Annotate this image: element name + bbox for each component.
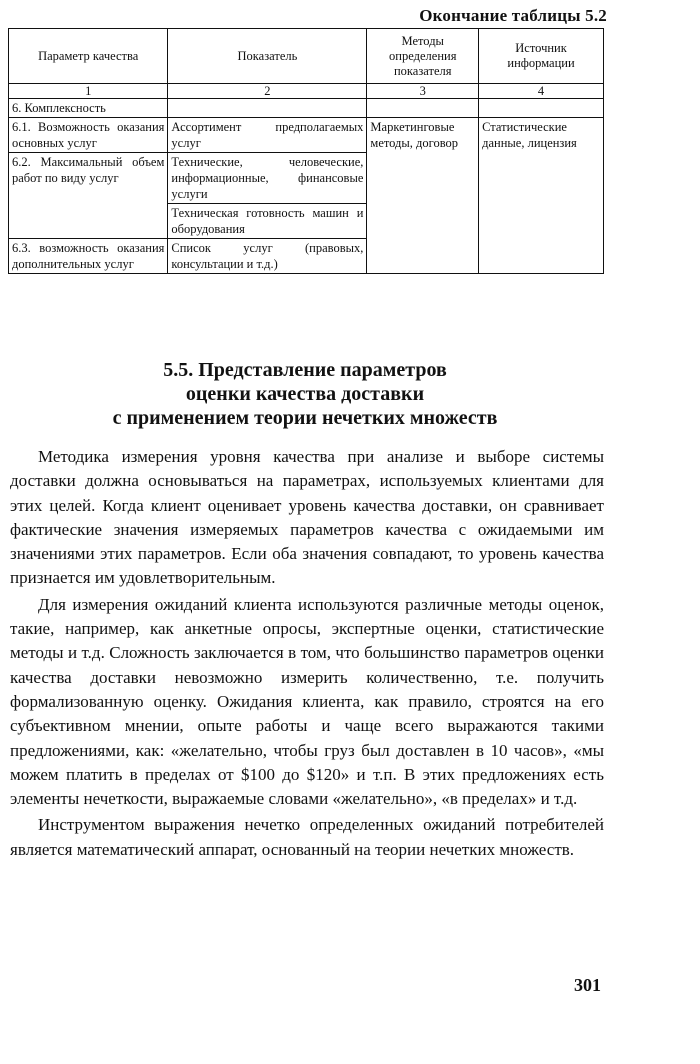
table-row <box>9 118 604 153</box>
header-indicator: Показатель <box>168 29 367 84</box>
heading-line: оценки качества доставки <box>185 383 425 405</box>
paragraph: Методика измерения уровня качества при анализе и выборе системы доставки должна основываться на параметрах, используемых клиентами для этих целей. Когда клиент оценивает уровень качества доставки, он сравнивает фактические значения измеряемых параметров качества с ожидаемыми им значениями этих параметров. Если оба значения совпадают, то уровень качества признается им удовлетворительным. <box>10 447 604 588</box>
heading-line: 5.5. Представление параметров <box>163 359 447 381</box>
paragraph: Инструментом выражения нечетко определенных ожиданий потребителей является математический аппарат, основанный на теории нечетких множеств. <box>10 815 604 859</box>
indicator-cell: Технические, человеческие, информационные, финансовые услуги <box>168 153 367 204</box>
header-source: Источник информации <box>479 29 604 84</box>
header-methods: Методы определения показателя <box>367 29 479 84</box>
table-column-numbers-row <box>9 84 604 99</box>
indicator-cell: Список услуг (правовых, консультации и т.д.) <box>168 239 367 274</box>
parameter-cell: 6.3. возможность оказания дополнительных услуг <box>9 239 168 274</box>
parameter-cell: 6.2. Максимальный объем работ по виду услуг <box>9 153 168 239</box>
table-caption: Окончание таблицы 5.2 <box>419 6 607 25</box>
table-header-row <box>9 29 604 84</box>
group-label: 6. Комплексность <box>9 99 168 118</box>
section-heading <box>60 358 550 430</box>
parameter-cell: 6.1. Возможность оказания основных услуг <box>9 118 168 153</box>
indicator-cell: Техническая готовность машин и оборудования <box>168 204 367 239</box>
column-number: 3 <box>367 84 479 99</box>
column-number: 2 <box>168 84 367 99</box>
column-number: 1 <box>9 84 168 99</box>
indicator-cell: Ассортимент предполагаемых услуг <box>168 118 367 153</box>
header-parameter: Параметр качества <box>9 29 168 84</box>
paragraph: Для измерения ожиданий клиента используются различные методы оценок, такие, например, как анкетные опросы, экспертные оценки, статистические методы и т.д. Сложность заключается в том, что большинство параметров оценки качества доставки невозможно измерить количественно, т.е. получить формализованную оценку. Ожидания клиента, как правило, строятся на его субъективном мнении, опыте работы и чаще всего выражаются такими предложениями, как: «желательно, чтобы груз был доставлен в 10 часов», «мы можем платить в пределах от $100 до $120» и т.п. В этих предложениях есть элементы нечеткости, выражаемые словами «желательно», «в пределах» и т.д. <box>10 594 604 809</box>
table-group-row <box>9 99 604 118</box>
heading-line: с применением теории нечетких множеств <box>112 407 498 429</box>
column-number: 4 <box>479 84 604 99</box>
body-text <box>10 445 604 863</box>
method-cell: Маркетинговые методы, договор <box>367 118 479 274</box>
source-cell: Статистические данные, лицензия <box>479 118 604 274</box>
page-number: 301 <box>574 975 601 995</box>
quality-parameters-table <box>8 28 604 274</box>
